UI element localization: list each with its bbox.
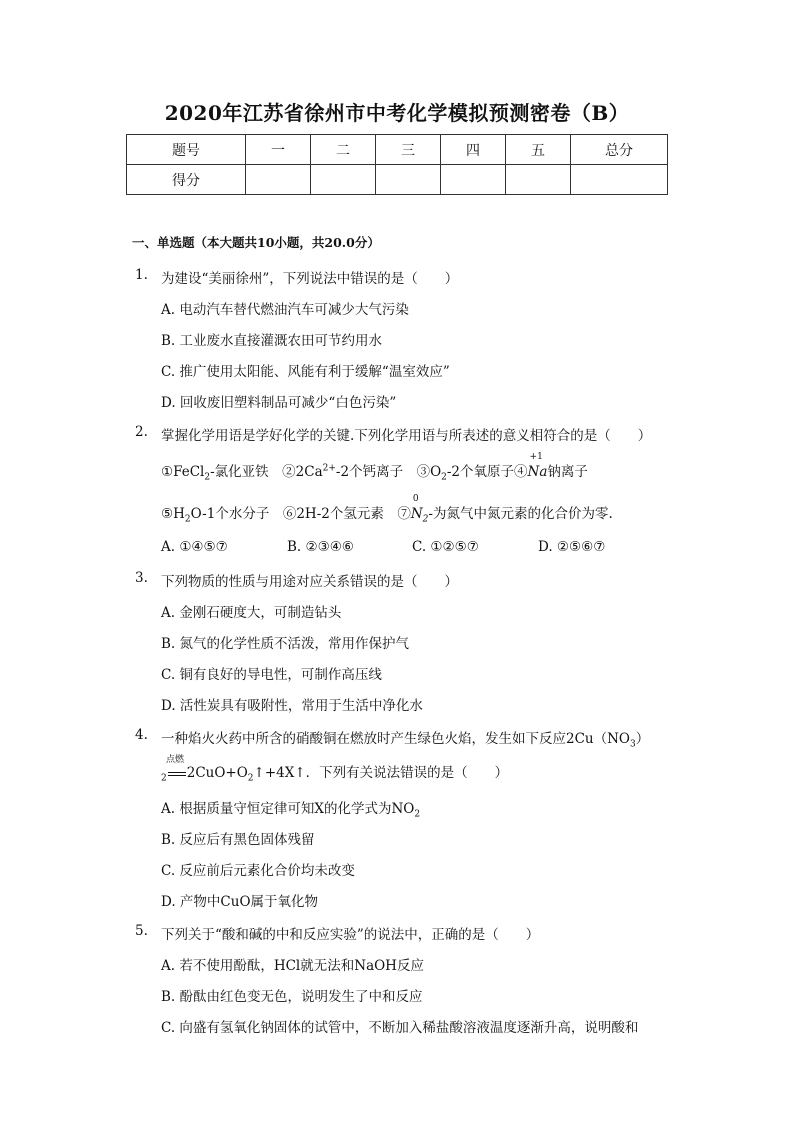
- table-cell: 总分: [571, 135, 668, 165]
- subscript: 2: [414, 809, 421, 820]
- option-a: A. ①④⑤⑦: [161, 539, 228, 555]
- table-cell: 一: [246, 135, 311, 165]
- score-entry-cell: [376, 165, 441, 195]
- formula-line-2: [161, 494, 613, 525]
- nitrogen-valence-symbol: [410, 494, 429, 525]
- question-number: 3.: [135, 570, 148, 586]
- score-table-score-row: [127, 165, 668, 195]
- option-b: B. 酚酞由红色变无色，说明发生了中和反应: [161, 989, 423, 1005]
- table-cell: 四: [441, 135, 506, 165]
- option-text: A. 根据质量守恒定律可知X的化学式为NO: [161, 801, 415, 817]
- question-stem: 下列关于“酸和碱的中和反应实验”的说法中，正确的是（ ）: [161, 927, 540, 943]
- formula-text: -2个氧原子④: [446, 464, 528, 480]
- formula-text: -为氮气中氮元素的化合价为零.: [428, 506, 613, 522]
- score-entry-cell: [246, 165, 311, 195]
- subscript: 3: [630, 739, 636, 750]
- option-c: C. 反应前后元素化合价均未改变: [161, 863, 355, 879]
- question-number: 2.: [135, 424, 148, 440]
- section-heading: 一、单选题（本大题共10小题，共20.0分）: [132, 235, 380, 250]
- score-table: [126, 134, 668, 195]
- table-cell: 三: [376, 135, 441, 165]
- question-stem: 下列物质的性质与用途对应关系错误的是（ ）: [161, 574, 458, 590]
- table-cell: 二: [311, 135, 376, 165]
- score-entry-cell: [311, 165, 376, 195]
- reaction-text: ↑+4X↑．下列有关说法错误的是（ ）: [253, 765, 509, 781]
- sodium-valence-symbol: [527, 452, 548, 480]
- subscript: 2: [247, 773, 254, 784]
- subscript: 2: [422, 514, 429, 525]
- stem-text: ）: [635, 731, 650, 747]
- reaction-condition: 点燃: [166, 755, 185, 765]
- question-stem: 掌握化学用语是学好化学的关键.下列化学用语与所表述的意义相符合的是（ ）: [161, 428, 652, 444]
- option-b: B. 氮气的化学性质不活泼，常用作保护气: [161, 636, 410, 652]
- option-d: D. 回收废旧塑料制品可减少“白色污染”: [161, 395, 397, 411]
- valence-mark: +1: [529, 452, 543, 462]
- score-entry-cell: [441, 165, 506, 195]
- question-stem: [161, 727, 649, 750]
- question-stem: 为建设“美丽徐州”，下列说法中错误的是（ ）: [161, 271, 459, 287]
- element-symbol: N: [410, 506, 423, 522]
- valence-mark: 0: [412, 494, 419, 504]
- table-cell: 得分: [127, 165, 246, 195]
- superscript: 2+: [322, 463, 336, 474]
- formula-text: O-1个水分子 ⑥2H-2个氢元素 ⑦: [190, 506, 411, 522]
- formula-text: 钠离子: [547, 464, 588, 480]
- subscript: 2: [161, 773, 167, 784]
- reaction-text: 2CuO+O: [186, 765, 248, 781]
- score-entry-cell: [506, 165, 571, 195]
- option-c: C. 推广使用太阳能、风能有利于缓解“温室效应”: [161, 364, 450, 380]
- option-a: A. 电动汽车替代燃油汽车可减少大气污染: [161, 302, 409, 318]
- option-d: D. 活性炭具有吸附性，常用于生活中净化水: [161, 698, 423, 714]
- question-number: 1.: [135, 267, 148, 283]
- option-b: B. ②③④⑥: [287, 539, 354, 555]
- equals-sign: [168, 772, 186, 776]
- formula-text: ⑤H: [161, 506, 185, 522]
- formula-line-1: [161, 452, 588, 483]
- element-symbol: Na: [527, 464, 548, 480]
- reaction-line: [161, 761, 508, 784]
- question-number: 5.: [135, 923, 148, 939]
- option-c: C. 铜有良好的导电性，可制作高压线: [161, 667, 382, 683]
- option-b: B. 反应后有黑色固体残留: [161, 832, 315, 848]
- question-number: 4.: [135, 727, 148, 743]
- option-a: A. 金刚石硬度大，可制造钻头: [161, 605, 342, 621]
- score-table-header-row: [127, 135, 668, 165]
- option-a: [161, 797, 420, 820]
- formula-text: -氯化亚铁 ②2Ca: [210, 464, 323, 480]
- subscript: 2: [184, 514, 191, 525]
- option-d: D. ②⑤⑥⑦: [538, 539, 606, 555]
- score-entry-cell: [571, 165, 668, 195]
- subscript: 2: [204, 472, 211, 483]
- table-cell: 题号: [127, 135, 246, 165]
- page-title: 2020年江苏省徐州市中考化学模拟预测密卷（B）: [164, 101, 630, 125]
- option-c: C. 向盛有氢氧化钠固体的试管中，不断加入稀盐酸溶液温度逐渐升高，说明酸和: [161, 1020, 639, 1036]
- stem-text: 一种焰火火药中所含的硝酸铜在燃放时产生绿色火焰，发生如下反应2Cu（NO: [161, 731, 630, 747]
- option-c: C. ①②⑤⑦: [412, 539, 479, 555]
- subscript: 2: [441, 472, 447, 483]
- table-cell: 五: [506, 135, 571, 165]
- option-d: D. 产物中CuO属于氧化物: [161, 894, 319, 910]
- option-b: B. 工业废水直接灌溉农田可节约用水: [161, 333, 383, 349]
- formula-text: ①FeCl: [161, 464, 205, 480]
- option-a: A. 若不使用酚酞，HCl就无法和NaOH反应: [161, 958, 424, 974]
- formula-text: -2个钙离子 ③O: [335, 464, 442, 480]
